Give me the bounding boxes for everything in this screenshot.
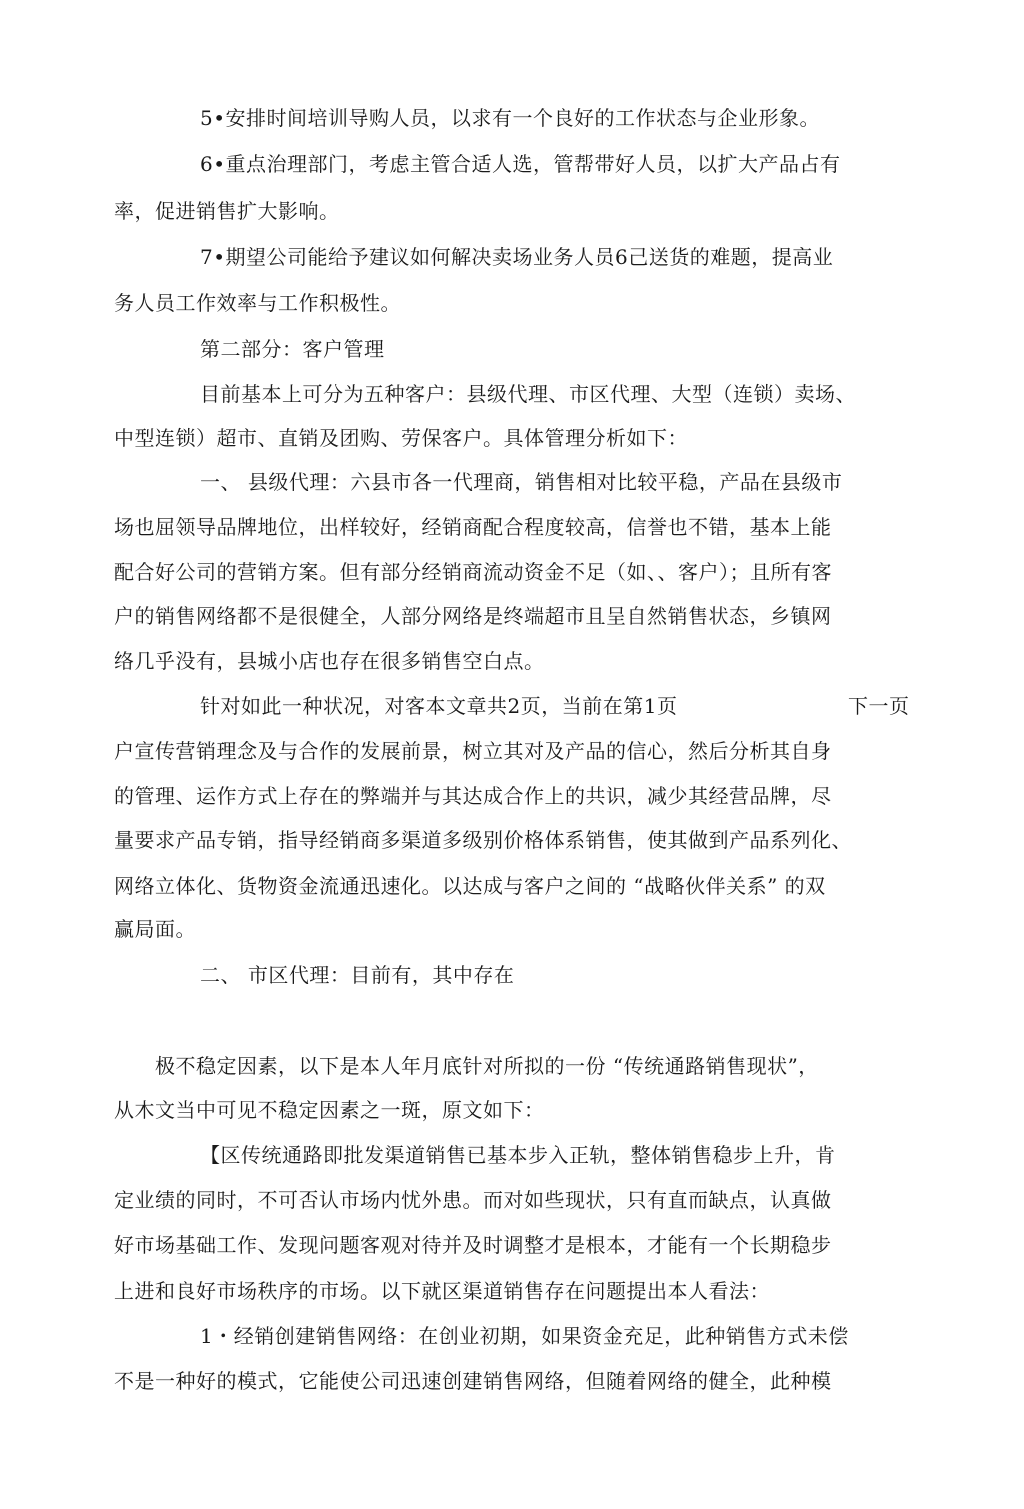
paragraph-line: 上进和良好市场秩序的市场。以下就区渠道销售存在问题提出本人看法： [114,1279,770,1303]
paragraph-line: 1・经销创建销售网络：在创业初期，如果资金充足，此种销售方式未偿 [200,1324,849,1348]
paragraph-line: 定业绩的同时，不可否认市场内忧外患。而对如些现状，只有直而缺点，认真做 [114,1188,832,1212]
paragraph-line: 率，促进销售扩大影响。 [114,199,340,223]
paragraph-line: 不是一种好的模式，它能使公司迅速创建销售网络，但随着网络的健全，此种模 [114,1369,832,1393]
paragraph-line: 量要求产品专销，指导经销商多渠道多级别价格体系销售，使其做到产品系列化、 [114,828,852,852]
paragraph-line: 二、 市区代理：目前有，其中存在 [200,963,515,987]
paragraph-line: 一、 县级代理：六县市各一代理商，销售相对比较平稳，产品在县级市 [200,470,843,494]
paragraph-line: 从木文当中可见不稳定因素之一斑，原文如下： [114,1098,545,1122]
paragraph-line: 户的销售网络都不是很健全，人部分网络是终端超市且呈自然销售状态，乡镇网 [114,604,832,628]
next-page-link[interactable]: 下一页 [848,694,910,718]
paragraph-line: 络几乎没有，县城小店也存在很多销售空白点。 [114,649,545,673]
paragraph-line: 好市场基础工作、发现问题客观对待并及时调整才是根本，才能有一个长期稳步 [114,1233,832,1257]
paragraph-line: 务人员工作效率与工作积极性。 [114,291,401,315]
paragraph-line: 赢局面。 [114,917,196,941]
paragraph-line: 6•重点治理部门，考虑主管合适人选，管帮带好人员，以扩大产品占有 [200,152,841,176]
paragraph-line: 【区传统通路即批发渠道销售已基本步入正轨，整体销售稳步上升，肯 [200,1143,836,1167]
paragraph-line: 目前基本上可分为五种客户：县级代理、市区代理、大型（连锁）卖场、 [200,382,856,406]
paragraph-line: 配合好公司的营销方案。但有部分经销商流动资金不足（如、、客户）；且所有客 [114,560,832,584]
paragraph-line: 5•安排时间培训导购人员，以求有一个良好的工作状态与企业形象。 [200,106,821,130]
section-heading: 第二部分：客户管理 [200,337,385,361]
paragraph-line: 7•期望公司能给予建议如何解决卖场业务人员6己送货的难题，提高业 [200,245,834,269]
paragraph-line: 极不稳定因素，以下是本人年月底针对所拟的一份 “传统通路销售现状”， [155,1054,819,1078]
paragraph-line: 的管理、运作方式上存在的弊端并与其达成合作上的共识，减少其经营品牌，尽 [114,784,832,808]
paragraph-line: 针对如此一种状况，对客本文章共2页，当前在第1页 [200,694,678,718]
paragraph-line: 中型连锁）超市、直销及团购、劳保客户。具体管理分析如下： [114,426,688,450]
paragraph-line: 户宣传营销理念及与合作的发展前景，树立其对及产品的信心，然后分析其自身 [114,739,832,763]
paragraph-line: 场也屈领导品牌地位，出样较好，经销商配合程度较高，信誉也不错，基本上能 [114,515,832,539]
paragraph-line: 网络立体化、货物资金流通迅速化。以达成与客户之间的 “战略伙伴关系” 的双 [114,874,826,898]
